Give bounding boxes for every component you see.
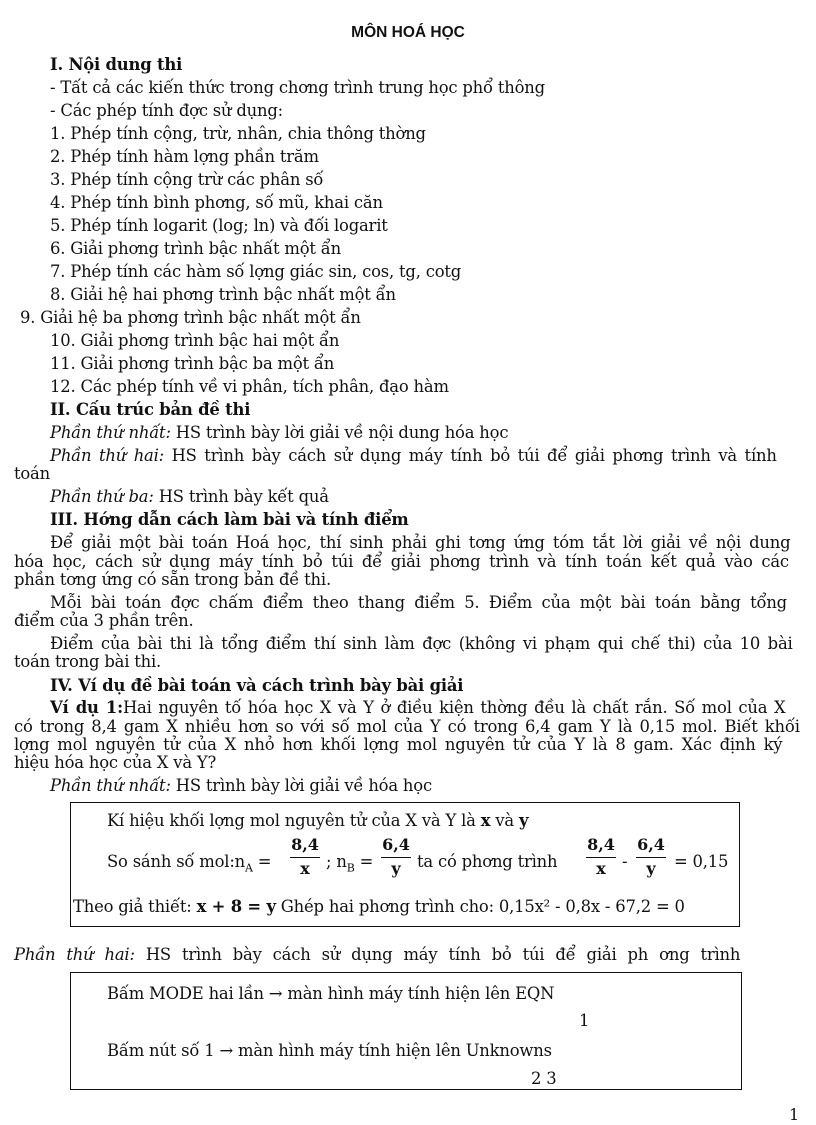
section-heading: I. Nội dung thi [50,55,183,74]
box-line: = 0,15 [674,852,729,871]
fraction-bar [290,857,320,858]
fraction [586,836,616,878]
box-line: ta có phơng trình [417,852,558,871]
box-text: ; n [326,852,347,871]
paragraph [50,423,508,443]
fraction-bar [636,857,666,858]
variable-y: y [518,811,529,830]
paragraph [14,945,740,965]
part-label: Phần thứ ba: [50,487,154,506]
text-line [50,698,785,718]
part-text: HS trình bày lời giải về hóa học [170,776,432,795]
part-text: HS trình bày lời giải về nội dung hóa học [170,423,509,442]
fraction-numerator: 6,4 [637,835,665,854]
text-line: toán [14,464,50,483]
part-label: Phần thứ nhất: [50,423,171,442]
part-label: Phần thứ nhất: [50,776,171,795]
text-line: lợng mol nguyên tử của X nhỏ hơn khối lợng mol nguyên tử của Y là 8 gam. Xác định ký [14,735,783,754]
box-line [107,852,271,878]
example-text: Hai nguyên tố hóa học X và Y ở điều kiện thờng đều là chất rắn. Số mol của X [122,698,786,717]
list-item: 5. Phép tính logarit (log; ln) và đối logarit [50,216,388,235]
text-line: phần tơng ứng có sẵn trong bản đề thi. [14,570,331,589]
list-item: 4. Phép tính bình phơng, số mũ, khai căn [50,193,383,212]
text-line: toán trong bài thi. [14,652,162,671]
section-heading: III. Hớng dẫn cách làm bài và tính điểm [50,510,409,529]
box-text: Ghép hai phơng trình cho: 0,15x² - 0,8x - 67,2 = 0 [275,897,685,916]
example-label: Ví dụ 1: [50,698,123,717]
paragraph [50,487,329,507]
fraction-denominator: y [646,859,656,878]
text-line: hiệu hóa học của X và Y? [14,753,217,772]
part-text: HS trình bày cách sử dụng máy tính bỏ túi để giải ph ơng trình [134,945,741,964]
box-line [73,897,685,917]
subscript: B [346,861,355,875]
list-item: 12. Các phép tính về vi phân, tích phân, đạo hàm [50,377,449,396]
paragraph [50,776,432,796]
fraction-bar [586,857,616,858]
fraction-numerator: 8,4 [587,835,615,854]
text-line: Mỗi bài toán đợc chấm điểm theo thang điểm 5. Điểm của một bài toán bằng tổng [50,593,787,612]
part-label: Phần thứ hai: [14,945,135,964]
list-item: 3. Phép tính cộng trừ các phân số [50,170,324,189]
box-text: và [490,811,519,830]
paragraph [50,446,777,466]
text-line: - Các phép tính đợc sử dụng: [50,101,284,120]
text-line: hóa học, cách sử dụng máy tính bỏ túi để giải phơng trình và tính toán kết quả vào các [14,552,789,571]
solution-box [70,802,740,927]
list-item: 7. Phép tính các hàm số lợng giác sin, cos, tg, cotg [50,262,462,281]
box-line: - [622,852,628,871]
fraction-denominator: x [596,859,606,878]
part-label: Phần thứ hai: [50,446,164,465]
fraction [636,836,666,878]
list-item: 2. Phép tính hàm lợng phần trăm [50,147,319,166]
text-line: - Tất cả các kiến thức trong chơng trình trung học phổ thông [50,78,545,97]
fraction-denominator: x [300,859,310,878]
fraction-numerator: 8,4 [291,835,319,854]
box-line: Bấm MODE hai lần → màn hình máy tính hiện lên EQN [107,984,555,1003]
list-item: 9. Giải hệ ba phơng trình bậc nhất một ẩn [20,308,361,327]
box-text: = [252,852,272,871]
fraction-numerator: 6,4 [382,835,410,854]
subscript: A [245,861,253,875]
fraction [290,836,320,878]
list-item: 1. Phép tính cộng, trừ, nhân, chia thông thờng [50,124,426,143]
fraction [381,836,411,878]
variable-x: x [480,811,491,830]
section-heading: II. Cấu trúc bản đề thi [50,400,251,419]
list-item: 6. Giải phơng trình bậc nhất một ẩn [50,239,341,258]
list-item: 10. Giải phơng trình bậc hai một ẩn [50,331,340,350]
text-line: Điểm của bài thi là tổng điểm thí sinh làm đợc (không vi phạm qui chế thi) của 10 bài [50,634,793,653]
box-text: = [354,852,374,871]
calculator-box [70,972,742,1090]
fraction-bar [381,857,411,858]
box-text: Kí hiệu khối lợng mol nguyên tử của X và Y là [107,811,481,830]
box-line: 2 3 [531,1069,557,1088]
box-line [326,852,373,878]
text-line: điểm của 3 phần trên. [14,611,194,630]
text-line: có trong 8,4 gam X nhiều hơn so với số mol của Y có trong 6,4 gam Y là 0,15 mol. Biết khối [14,717,800,736]
fraction-denominator: y [391,859,401,878]
part-text: HS trình bày cách sử dụng máy tính bỏ túi để giải phơng trình và tính [163,446,777,465]
page-number: 1 [789,1105,800,1124]
box-line: 1 [579,1011,590,1030]
box-line: Bấm nút số 1 → màn hình máy tính hiện lên Unknowns [107,1041,552,1060]
equation: x + 8 = y [196,897,276,916]
section-heading: IV. Ví dụ đề bài toán và cách trình bày bài giải [50,676,464,695]
box-text: Theo giả thiết: [73,897,197,916]
list-item: 11. Giải phơng trình bậc ba một ẩn [50,354,335,373]
page-title: MÔN HOÁ HỌC [351,24,465,41]
box-line [107,811,528,831]
text-line: Để giải một bài toán Hoá học, thí sinh phải ghi tơng ứng tóm tắt lời giải về nội dung [50,533,791,552]
part-text: HS trình bày kết quả [153,487,329,506]
box-text: So sánh số mol:n [107,852,245,871]
list-item: 8. Giải hệ hai phơng trình bậc nhất một ẩn [50,285,396,304]
